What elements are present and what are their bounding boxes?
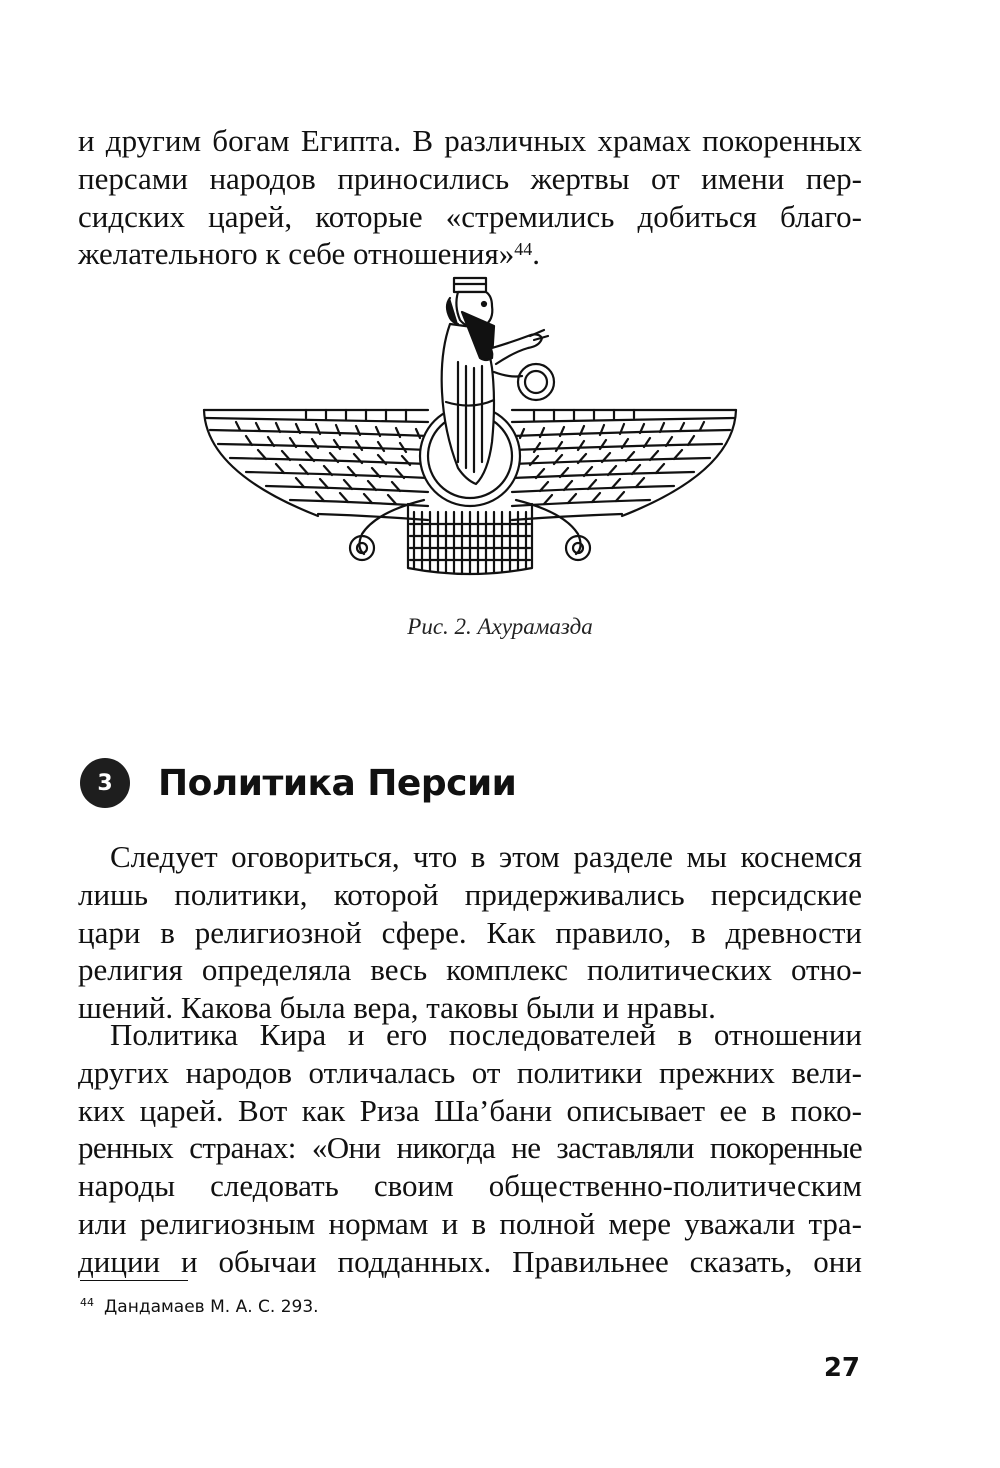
footnote [80, 1297, 319, 1317]
text-line: народы следовать своим общественно-политическим [78, 1168, 862, 1204]
faravahar-illustration [196, 272, 744, 602]
tail [408, 504, 532, 574]
text-line: лишь политики, которой придерживались персидские [78, 876, 862, 912]
text-line: диции и обычаи подданных. Правильнее сказать, они [78, 1243, 862, 1279]
text-line: Политика Кира и его последователей в отношении [110, 1017, 862, 1052]
figure-caption: Рис. 2. Ахурамазда [407, 614, 593, 639]
footnote-reference[interactable]: 44 [514, 239, 533, 260]
page-number: 27 [823, 1353, 860, 1383]
text-line-content: желательного к себе отношения» [78, 236, 515, 272]
text-line: персами народов приносились жертвы от имени пер- [78, 160, 862, 196]
text-line: религия определяла весь комплекс политических отно- [78, 952, 862, 988]
paragraph-2 [78, 1016, 862, 1281]
trailing-punctuation: . [532, 236, 541, 272]
right-wing [512, 410, 736, 520]
text-line: ких царей. Вот как Риза Ша’бани описывает ее в поко- [78, 1092, 862, 1128]
section-heading [80, 757, 516, 809]
section-number-badge: 3 [80, 758, 130, 808]
text-line: цари в религиозной сфере. Как правило, в древности [78, 914, 862, 950]
text-line: Следует оговориться, что в этом разделе мы коснемся [110, 839, 862, 874]
text-line: других народов отличалась от политики прежних вели- [78, 1054, 862, 1090]
text-line: ренных странах: «Они никогда не заставляли покоренные [78, 1130, 862, 1166]
text-line: или религиозным нормам и в полной мере уважали тра- [78, 1205, 862, 1241]
text-line: и другим богам Египта. В различных храмах покоренных [78, 123, 862, 158]
section-title: Политика Персии [158, 762, 517, 804]
footnote-text: Дандамаев М. А. С. 293. [104, 1297, 319, 1317]
text-line-last: шений. Какова была вера, таковы были и нравы. [78, 990, 716, 1026]
figure-ahuramazda [196, 272, 744, 602]
text-line: сидских царей, которые «стремились добиться благо- [78, 198, 862, 234]
footnote-number: 44 [80, 1296, 94, 1309]
paragraph-1 [78, 838, 862, 1027]
footnote-divider [80, 1280, 188, 1281]
text-line-last [78, 235, 862, 273]
left-wing [204, 410, 428, 520]
top-paragraph [78, 122, 862, 273]
